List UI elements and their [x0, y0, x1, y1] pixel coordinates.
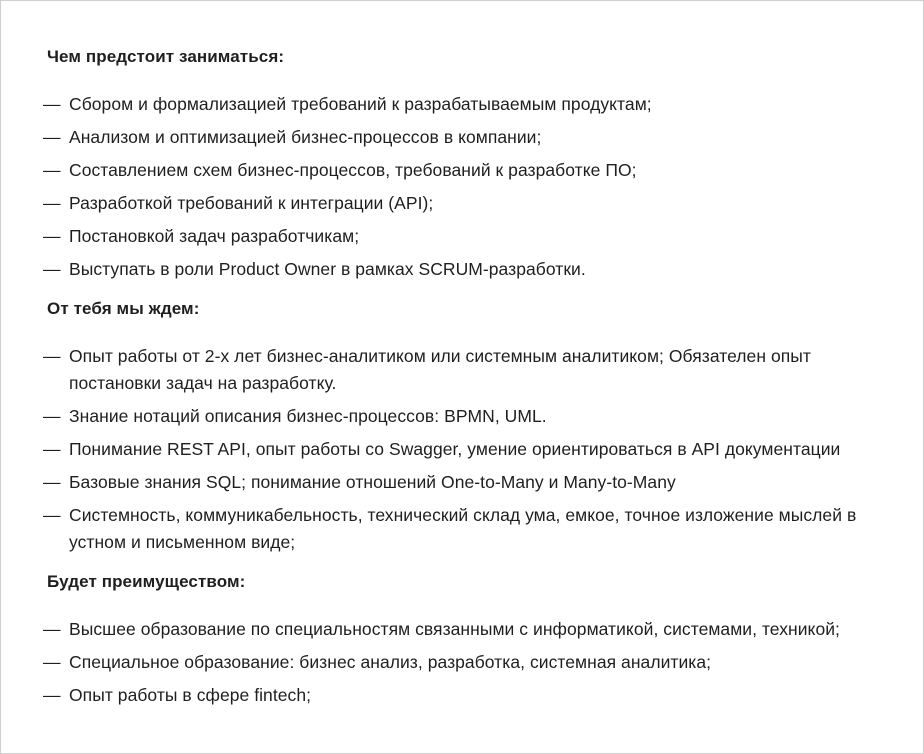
list-item-text: Разработкой требований к интеграции (API);	[69, 193, 434, 213]
list-item	[43, 157, 907, 184]
list-item-text: Анализом и оптимизацией бизнес-процессов в компании;	[69, 127, 542, 147]
list-item-text: Специальное образование: бизнес анализ, разработка, системная аналитика;	[69, 652, 712, 672]
list-item	[43, 616, 907, 643]
list-item-text: Постановкой задач разработчикам;	[69, 226, 360, 246]
list-item-text: Сбором и формализацией требований к разрабатываемым продуктам;	[69, 94, 652, 114]
dash-bullet: —	[43, 439, 61, 459]
dash-bullet: —	[43, 619, 61, 639]
dash-bullet: —	[43, 94, 61, 114]
list-item	[43, 223, 907, 250]
section-requirements	[43, 297, 907, 556]
list-item	[43, 682, 907, 709]
list-item-text: Опыт работы в сфере fintech;	[69, 685, 312, 705]
list-item-text: Базовые знания SQL; понимание отношений One-to-Many и Many-to-Many	[69, 472, 676, 492]
dash-bullet: —	[43, 226, 61, 246]
dash-bullet: —	[43, 685, 61, 705]
dash-bullet: —	[43, 193, 61, 213]
list-item-text: Выступать в роли Product Owner в рамках SCRUM-разработки.	[69, 259, 586, 279]
requirements-list	[43, 343, 907, 556]
list-item	[43, 436, 907, 463]
dash-bullet: —	[43, 652, 61, 672]
dash-bullet: —	[43, 160, 61, 180]
list-item	[43, 190, 907, 217]
section-title: Будет преимуществом:	[47, 572, 246, 591]
list-item	[43, 124, 907, 151]
list-item	[43, 403, 907, 430]
section-advantages	[43, 570, 907, 709]
dash-bullet: —	[43, 505, 61, 525]
list-item	[43, 649, 907, 676]
dash-bullet: —	[43, 127, 61, 147]
list-item	[43, 502, 907, 556]
list-item-text: Понимание REST API, опыт работы со Swagger, умение ориентироваться в API документации	[69, 439, 841, 459]
advantages-list	[43, 616, 907, 709]
list-item-text: Составлением схем бизнес-процессов, требований к разработке ПО;	[69, 160, 637, 180]
list-item	[43, 256, 907, 283]
dash-bullet: —	[43, 346, 61, 366]
list-item-text: Высшее образование по специальностям связанными с информатикой, системами, техникой;	[69, 619, 840, 639]
list-item	[43, 91, 907, 118]
responsibilities-list	[43, 91, 907, 283]
section-responsibilities	[43, 45, 907, 283]
list-item	[43, 343, 907, 397]
dash-bullet: —	[43, 406, 61, 426]
vacancy-description	[43, 45, 907, 723]
list-item-text: Системность, коммуникабельность, технический склад ума, емкое, точное изложение мыслей в устном и письменном виде;	[69, 505, 857, 552]
list-item-text: Опыт работы от 2-х лет бизнес-аналитиком или системным аналитиком; Обязателен опыт постановки задач на разработку.	[69, 346, 811, 393]
dash-bullet: —	[43, 259, 61, 279]
list-item	[43, 469, 907, 496]
dash-bullet: —	[43, 472, 61, 492]
section-title: Чем предстоит заниматься:	[47, 47, 285, 66]
section-title: От тебя мы ждем:	[47, 299, 200, 318]
list-item-text: Знание нотаций описания бизнес-процессов: BPMN, UML.	[69, 406, 547, 426]
